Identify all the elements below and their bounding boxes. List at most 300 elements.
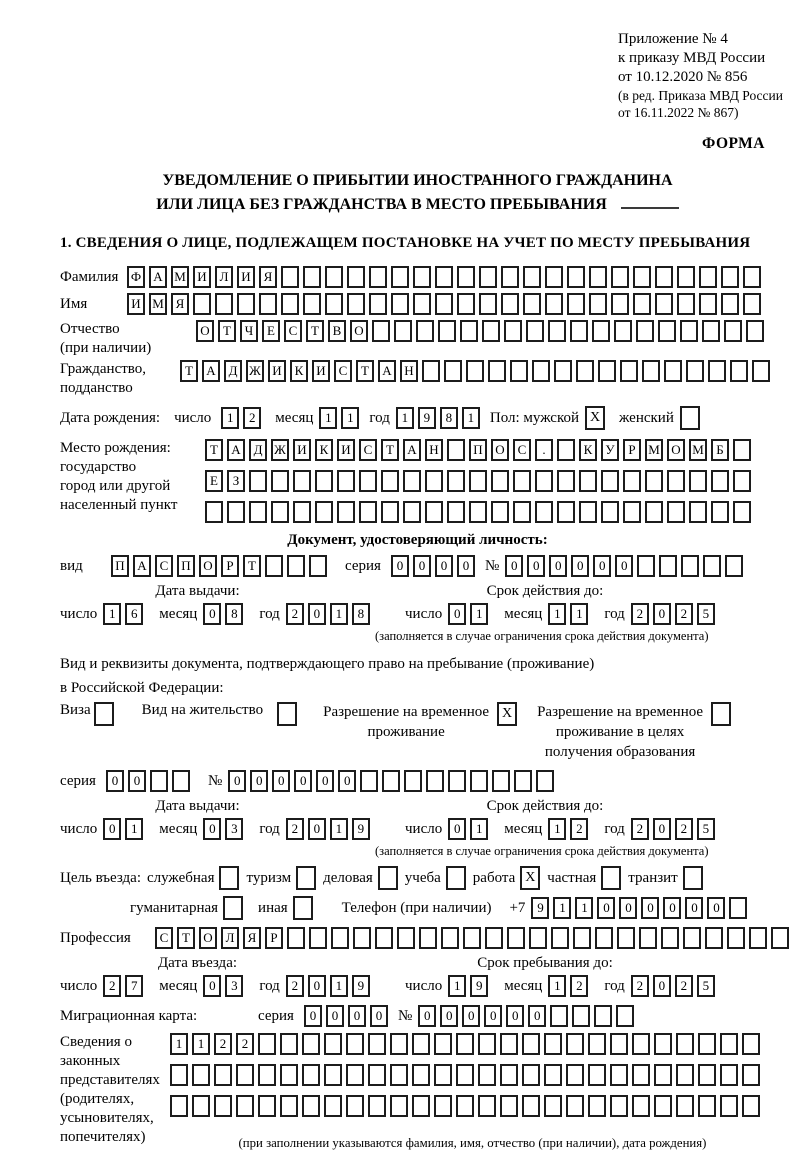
char-cell[interactable]: Н xyxy=(400,360,418,382)
char-cell[interactable]: 1 xyxy=(448,975,466,997)
sex-male-checkbox[interactable]: X xyxy=(585,406,605,430)
char-cell[interactable]: 0 xyxy=(653,975,671,997)
char-cell[interactable]: 0 xyxy=(203,603,221,625)
char-cell[interactable] xyxy=(567,293,585,315)
char-cell[interactable] xyxy=(422,360,440,382)
sex-female-checkbox[interactable] xyxy=(680,406,700,430)
char-cell[interactable] xyxy=(550,1005,568,1027)
char-cell[interactable] xyxy=(743,293,761,315)
char-cell[interactable] xyxy=(324,1033,342,1055)
char-cell[interactable] xyxy=(523,266,541,288)
char-cell[interactable] xyxy=(412,1064,430,1086)
char-cell[interactable] xyxy=(347,266,365,288)
char-cell[interactable]: 9 xyxy=(418,407,436,429)
char-cell[interactable] xyxy=(589,266,607,288)
char-cell[interactable] xyxy=(438,320,456,342)
char-cell[interactable] xyxy=(368,1095,386,1117)
char-cell[interactable] xyxy=(457,266,475,288)
char-cell[interactable] xyxy=(249,501,267,523)
char-cell[interactable]: 0 xyxy=(304,1005,322,1027)
char-cell[interactable] xyxy=(478,1095,496,1117)
char-cell[interactable] xyxy=(469,470,487,492)
char-cell[interactable]: 2 xyxy=(286,603,304,625)
char-cell[interactable]: 2 xyxy=(570,818,588,840)
purpose-business-checkbox[interactable] xyxy=(378,866,398,890)
char-cell[interactable] xyxy=(293,501,311,523)
char-cell[interactable] xyxy=(325,293,343,315)
char-cell[interactable]: 2 xyxy=(675,603,693,625)
char-cell[interactable] xyxy=(302,1095,320,1117)
char-cell[interactable]: 0 xyxy=(653,603,671,625)
char-cell[interactable]: М xyxy=(171,266,189,288)
char-cell[interactable] xyxy=(444,360,462,382)
char-cell[interactable]: 3 xyxy=(225,975,243,997)
char-cell[interactable] xyxy=(456,1064,474,1086)
char-cell[interactable] xyxy=(733,439,751,461)
char-cell[interactable] xyxy=(434,1033,452,1055)
char-cell[interactable] xyxy=(382,770,400,792)
char-cell[interactable] xyxy=(287,555,305,577)
char-cell[interactable]: 1 xyxy=(341,407,359,429)
char-cell[interactable] xyxy=(501,293,519,315)
char-cell[interactable] xyxy=(699,293,717,315)
char-cell[interactable] xyxy=(708,360,726,382)
char-cell[interactable] xyxy=(293,470,311,492)
char-cell[interactable] xyxy=(620,360,638,382)
char-cell[interactable]: 2 xyxy=(631,818,649,840)
char-cell[interactable] xyxy=(623,470,641,492)
char-cell[interactable] xyxy=(447,501,465,523)
char-cell[interactable]: 0 xyxy=(597,897,615,919)
char-cell[interactable]: 0 xyxy=(203,975,221,997)
char-cell[interactable] xyxy=(689,470,707,492)
char-cell[interactable] xyxy=(369,266,387,288)
char-cell[interactable] xyxy=(500,1033,518,1055)
char-cell[interactable]: 0 xyxy=(272,770,290,792)
char-cell[interactable] xyxy=(544,1033,562,1055)
char-cell[interactable] xyxy=(633,293,651,315)
char-cell[interactable] xyxy=(303,266,321,288)
char-cell[interactable] xyxy=(771,927,789,949)
char-cell[interactable] xyxy=(258,1064,276,1086)
char-cell[interactable]: 1 xyxy=(192,1033,210,1055)
char-cell[interactable]: 1 xyxy=(470,818,488,840)
purpose-official-checkbox[interactable] xyxy=(219,866,239,890)
char-cell[interactable] xyxy=(654,1033,672,1055)
char-cell[interactable] xyxy=(610,1033,628,1055)
char-cell[interactable]: М xyxy=(645,439,663,461)
char-cell[interactable] xyxy=(720,1064,738,1086)
char-cell[interactable] xyxy=(315,470,333,492)
char-cell[interactable] xyxy=(532,360,550,382)
char-cell[interactable] xyxy=(360,770,378,792)
char-cell[interactable]: В xyxy=(328,320,346,342)
char-cell[interactable] xyxy=(416,320,434,342)
char-cell[interactable]: 0 xyxy=(103,818,121,840)
edu-residence-checkbox[interactable] xyxy=(711,702,731,726)
char-cell[interactable] xyxy=(686,360,704,382)
char-cell[interactable] xyxy=(447,439,465,461)
char-cell[interactable] xyxy=(469,501,487,523)
char-cell[interactable]: 0 xyxy=(391,555,409,577)
char-cell[interactable] xyxy=(488,360,506,382)
char-cell[interactable] xyxy=(589,293,607,315)
char-cell[interactable] xyxy=(661,927,679,949)
char-cell[interactable] xyxy=(404,770,422,792)
char-cell[interactable]: 1 xyxy=(575,897,593,919)
char-cell[interactable]: А xyxy=(133,555,151,577)
char-cell[interactable] xyxy=(353,927,371,949)
char-cell[interactable]: 0 xyxy=(435,555,453,577)
char-cell[interactable]: Т xyxy=(180,360,198,382)
char-cell[interactable]: Т xyxy=(306,320,324,342)
char-cell[interactable]: О xyxy=(350,320,368,342)
char-cell[interactable] xyxy=(645,501,663,523)
char-cell[interactable]: 2 xyxy=(103,975,121,997)
char-cell[interactable]: 5 xyxy=(697,818,715,840)
char-cell[interactable]: П xyxy=(177,555,195,577)
char-cell[interactable]: 0 xyxy=(308,603,326,625)
char-cell[interactable] xyxy=(325,266,343,288)
char-cell[interactable]: 0 xyxy=(462,1005,480,1027)
char-cell[interactable] xyxy=(192,1064,210,1086)
char-cell[interactable] xyxy=(594,1005,612,1027)
char-cell[interactable]: А xyxy=(378,360,396,382)
char-cell[interactable]: 1 xyxy=(462,407,480,429)
char-cell[interactable]: 0 xyxy=(448,603,466,625)
char-cell[interactable]: 0 xyxy=(663,897,681,919)
char-cell[interactable] xyxy=(573,927,591,949)
char-cell[interactable] xyxy=(720,1095,738,1117)
char-cell[interactable] xyxy=(632,1033,650,1055)
char-cell[interactable] xyxy=(375,927,393,949)
char-cell[interactable] xyxy=(205,501,223,523)
char-cell[interactable] xyxy=(611,266,629,288)
char-cell[interactable] xyxy=(331,927,349,949)
char-cell[interactable] xyxy=(752,360,770,382)
char-cell[interactable] xyxy=(733,501,751,523)
char-cell[interactable] xyxy=(749,927,767,949)
char-cell[interactable] xyxy=(359,470,377,492)
char-cell[interactable] xyxy=(347,293,365,315)
char-cell[interactable] xyxy=(441,927,459,949)
char-cell[interactable]: Р xyxy=(623,439,641,461)
char-cell[interactable] xyxy=(265,555,283,577)
char-cell[interactable] xyxy=(711,501,729,523)
char-cell[interactable] xyxy=(557,470,575,492)
char-cell[interactable]: 8 xyxy=(440,407,458,429)
char-cell[interactable] xyxy=(482,320,500,342)
char-cell[interactable] xyxy=(324,1095,342,1117)
char-cell[interactable]: 5 xyxy=(697,603,715,625)
char-cell[interactable] xyxy=(485,927,503,949)
char-cell[interactable]: 0 xyxy=(250,770,268,792)
char-cell[interactable] xyxy=(721,266,739,288)
char-cell[interactable]: 0 xyxy=(203,818,221,840)
char-cell[interactable] xyxy=(236,1064,254,1086)
char-cell[interactable]: Я xyxy=(259,266,277,288)
char-cell[interactable] xyxy=(529,927,547,949)
char-cell[interactable] xyxy=(705,927,723,949)
char-cell[interactable] xyxy=(466,360,484,382)
char-cell[interactable] xyxy=(548,320,566,342)
char-cell[interactable]: 0 xyxy=(505,555,523,577)
char-cell[interactable] xyxy=(601,501,619,523)
char-cell[interactable] xyxy=(677,266,695,288)
char-cell[interactable] xyxy=(359,501,377,523)
char-cell[interactable]: К xyxy=(315,439,333,461)
char-cell[interactable] xyxy=(346,1033,364,1055)
char-cell[interactable] xyxy=(491,470,509,492)
char-cell[interactable]: 0 xyxy=(528,1005,546,1027)
char-cell[interactable] xyxy=(510,360,528,382)
char-cell[interactable]: 0 xyxy=(615,555,633,577)
char-cell[interactable]: 2 xyxy=(631,603,649,625)
char-cell[interactable]: Т xyxy=(243,555,261,577)
char-cell[interactable] xyxy=(545,293,563,315)
char-cell[interactable]: А xyxy=(202,360,220,382)
char-cell[interactable] xyxy=(368,1064,386,1086)
char-cell[interactable]: 2 xyxy=(286,975,304,997)
char-cell[interactable] xyxy=(632,1064,650,1086)
char-cell[interactable]: 0 xyxy=(619,897,637,919)
char-cell[interactable] xyxy=(566,1095,584,1117)
char-cell[interactable] xyxy=(369,293,387,315)
char-cell[interactable] xyxy=(258,1033,276,1055)
char-cell[interactable] xyxy=(413,293,431,315)
char-cell[interactable] xyxy=(659,555,677,577)
char-cell[interactable] xyxy=(658,320,676,342)
char-cell[interactable]: 8 xyxy=(225,603,243,625)
char-cell[interactable] xyxy=(214,1064,232,1086)
char-cell[interactable] xyxy=(598,360,616,382)
char-cell[interactable] xyxy=(390,1033,408,1055)
char-cell[interactable] xyxy=(150,770,168,792)
char-cell[interactable] xyxy=(302,1033,320,1055)
char-cell[interactable] xyxy=(391,293,409,315)
char-cell[interactable]: И xyxy=(127,293,145,315)
char-cell[interactable] xyxy=(702,320,720,342)
char-cell[interactable]: А xyxy=(149,266,167,288)
char-cell[interactable]: 0 xyxy=(448,818,466,840)
char-cell[interactable]: О xyxy=(199,555,217,577)
char-cell[interactable]: С xyxy=(284,320,302,342)
char-cell[interactable]: 0 xyxy=(418,1005,436,1027)
char-cell[interactable]: Е xyxy=(262,320,280,342)
char-cell[interactable] xyxy=(637,555,655,577)
char-cell[interactable]: 0 xyxy=(549,555,567,577)
char-cell[interactable] xyxy=(727,927,745,949)
char-cell[interactable]: К xyxy=(290,360,308,382)
char-cell[interactable]: 3 xyxy=(225,818,243,840)
char-cell[interactable] xyxy=(676,1095,694,1117)
char-cell[interactable] xyxy=(567,266,585,288)
char-cell[interactable] xyxy=(500,1095,518,1117)
char-cell[interactable]: О xyxy=(196,320,214,342)
char-cell[interactable] xyxy=(447,470,465,492)
char-cell[interactable]: 1 xyxy=(221,407,239,429)
char-cell[interactable]: А xyxy=(227,439,245,461)
char-cell[interactable] xyxy=(611,293,629,315)
char-cell[interactable]: У xyxy=(601,439,619,461)
char-cell[interactable]: Т xyxy=(381,439,399,461)
char-cell[interactable] xyxy=(460,320,478,342)
char-cell[interactable]: 0 xyxy=(457,555,475,577)
char-cell[interactable]: 0 xyxy=(440,1005,458,1027)
char-cell[interactable] xyxy=(280,1064,298,1086)
char-cell[interactable] xyxy=(513,470,531,492)
residence-permit-checkbox[interactable] xyxy=(277,702,297,726)
char-cell[interactable]: 0 xyxy=(370,1005,388,1027)
char-cell[interactable] xyxy=(610,1095,628,1117)
char-cell[interactable] xyxy=(557,439,575,461)
char-cell[interactable]: П xyxy=(469,439,487,461)
char-cell[interactable]: Н xyxy=(425,439,443,461)
char-cell[interactable] xyxy=(680,320,698,342)
char-cell[interactable] xyxy=(522,1064,540,1086)
char-cell[interactable] xyxy=(729,897,747,919)
char-cell[interactable] xyxy=(337,501,355,523)
char-cell[interactable] xyxy=(309,555,327,577)
char-cell[interactable]: 7 xyxy=(125,975,143,997)
char-cell[interactable] xyxy=(588,1033,606,1055)
char-cell[interactable]: 0 xyxy=(685,897,703,919)
char-cell[interactable] xyxy=(309,927,327,949)
char-cell[interactable]: 1 xyxy=(330,818,348,840)
char-cell[interactable] xyxy=(513,501,531,523)
char-cell[interactable] xyxy=(479,293,497,315)
char-cell[interactable] xyxy=(601,470,619,492)
char-cell[interactable] xyxy=(501,266,519,288)
char-cell[interactable] xyxy=(504,320,522,342)
char-cell[interactable] xyxy=(677,293,695,315)
char-cell[interactable]: 0 xyxy=(308,818,326,840)
char-cell[interactable] xyxy=(536,770,554,792)
char-cell[interactable]: Л xyxy=(215,266,233,288)
char-cell[interactable] xyxy=(667,501,685,523)
char-cell[interactable]: 0 xyxy=(128,770,146,792)
char-cell[interactable]: Р xyxy=(221,555,239,577)
char-cell[interactable] xyxy=(491,501,509,523)
char-cell[interactable] xyxy=(425,470,443,492)
char-cell[interactable] xyxy=(492,770,510,792)
char-cell[interactable]: 0 xyxy=(106,770,124,792)
char-cell[interactable] xyxy=(654,1095,672,1117)
char-cell[interactable] xyxy=(683,927,701,949)
char-cell[interactable] xyxy=(413,266,431,288)
char-cell[interactable]: 1 xyxy=(548,603,566,625)
char-cell[interactable] xyxy=(730,360,748,382)
char-cell[interactable] xyxy=(435,266,453,288)
char-cell[interactable] xyxy=(522,1033,540,1055)
char-cell[interactable] xyxy=(699,266,717,288)
char-cell[interactable]: О xyxy=(491,439,509,461)
char-cell[interactable] xyxy=(281,293,299,315)
char-cell[interactable] xyxy=(390,1095,408,1117)
char-cell[interactable] xyxy=(551,927,569,949)
char-cell[interactable]: 0 xyxy=(228,770,246,792)
char-cell[interactable] xyxy=(655,266,673,288)
char-cell[interactable] xyxy=(698,1095,716,1117)
char-cell[interactable] xyxy=(390,1064,408,1086)
char-cell[interactable] xyxy=(572,1005,590,1027)
char-cell[interactable]: 1 xyxy=(548,975,566,997)
char-cell[interactable]: 6 xyxy=(125,603,143,625)
char-cell[interactable] xyxy=(435,293,453,315)
char-cell[interactable] xyxy=(514,770,532,792)
char-cell[interactable]: 0 xyxy=(326,1005,344,1027)
char-cell[interactable]: . xyxy=(535,439,553,461)
char-cell[interactable]: 0 xyxy=(527,555,545,577)
char-cell[interactable] xyxy=(616,1005,634,1027)
char-cell[interactable] xyxy=(703,555,721,577)
char-cell[interactable] xyxy=(303,293,321,315)
char-cell[interactable]: 0 xyxy=(294,770,312,792)
char-cell[interactable]: 1 xyxy=(570,603,588,625)
char-cell[interactable]: 0 xyxy=(641,897,659,919)
char-cell[interactable] xyxy=(215,293,233,315)
char-cell[interactable]: 5 xyxy=(697,975,715,997)
char-cell[interactable] xyxy=(711,470,729,492)
char-cell[interactable]: М xyxy=(149,293,167,315)
char-cell[interactable]: 0 xyxy=(707,897,725,919)
char-cell[interactable]: С xyxy=(513,439,531,461)
char-cell[interactable] xyxy=(743,266,761,288)
char-cell[interactable] xyxy=(346,1095,364,1117)
char-cell[interactable]: 1 xyxy=(319,407,337,429)
char-cell[interactable] xyxy=(642,360,660,382)
char-cell[interactable] xyxy=(522,1095,540,1117)
char-cell[interactable]: С xyxy=(334,360,352,382)
char-cell[interactable] xyxy=(623,501,641,523)
char-cell[interactable] xyxy=(412,1095,430,1117)
char-cell[interactable]: И xyxy=(293,439,311,461)
char-cell[interactable] xyxy=(172,770,190,792)
char-cell[interactable] xyxy=(368,1033,386,1055)
char-cell[interactable] xyxy=(425,501,443,523)
char-cell[interactable] xyxy=(557,501,575,523)
char-cell[interactable] xyxy=(545,266,563,288)
char-cell[interactable] xyxy=(412,1033,430,1055)
char-cell[interactable] xyxy=(391,266,409,288)
char-cell[interactable] xyxy=(193,293,211,315)
char-cell[interactable]: И xyxy=(337,439,355,461)
char-cell[interactable] xyxy=(746,320,764,342)
char-cell[interactable]: З xyxy=(227,470,245,492)
char-cell[interactable] xyxy=(394,320,412,342)
char-cell[interactable] xyxy=(456,1095,474,1117)
char-cell[interactable] xyxy=(676,1033,694,1055)
char-cell[interactable] xyxy=(170,1095,188,1117)
char-cell[interactable]: 1 xyxy=(396,407,414,429)
purpose-transit-checkbox[interactable] xyxy=(683,866,703,890)
char-cell[interactable] xyxy=(667,470,685,492)
char-cell[interactable] xyxy=(535,470,553,492)
char-cell[interactable] xyxy=(632,1095,650,1117)
char-cell[interactable] xyxy=(324,1064,342,1086)
char-cell[interactable]: И xyxy=(268,360,286,382)
char-cell[interactable]: О xyxy=(199,927,217,949)
char-cell[interactable] xyxy=(434,1095,452,1117)
char-cell[interactable] xyxy=(463,927,481,949)
char-cell[interactable]: 9 xyxy=(352,975,370,997)
char-cell[interactable] xyxy=(281,266,299,288)
char-cell[interactable] xyxy=(280,1033,298,1055)
purpose-work-checkbox[interactable]: X xyxy=(520,866,540,890)
char-cell[interactable]: 9 xyxy=(531,897,549,919)
char-cell[interactable]: О xyxy=(667,439,685,461)
char-cell[interactable] xyxy=(720,1033,738,1055)
